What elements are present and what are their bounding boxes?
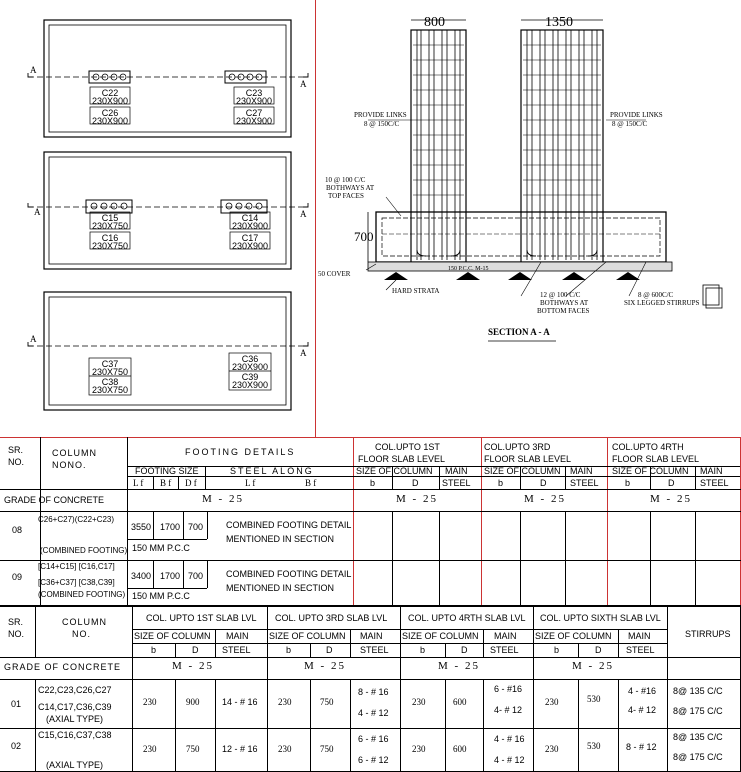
t1-row1-lf: 3550 [131, 522, 152, 532]
t2-row2-d4: 530 [587, 741, 601, 751]
links-left-label: PROVIDE LINKS [354, 111, 407, 119]
t2-steel-2: STEEL [360, 645, 389, 655]
hard-strata-label: HARD STRATA [392, 287, 440, 295]
t2-size-4: SIZE OF COLUMN [535, 631, 612, 641]
t1-steel-along: STEEL ALONG [230, 466, 314, 476]
t2-row2-sr: 02 [11, 741, 22, 751]
t2-row2-b4: 230 [545, 744, 559, 754]
t2-b-1: b [151, 645, 157, 655]
dim-left-column: 800 [424, 15, 445, 30]
t2-size-3: SIZE OF COLUMN [402, 631, 479, 641]
stirrups-type: SIX LEGGED STIRRUPS [624, 299, 700, 307]
t2-row1-steel4a: 4 - #16 [628, 686, 657, 696]
pcc-label: 150 P.C.C. M-15 [448, 266, 489, 272]
t2-grade-2: M - 25 [304, 660, 346, 672]
plan2-left-size: 230X750 [91, 221, 129, 231]
t1-size-col1: SIZE OF COLUMN [356, 466, 433, 476]
plan1-right-size2: 230X900 [235, 116, 273, 126]
plan3-right-size: 230X900 [231, 362, 269, 372]
t1-row1-note1: COMBINED FOOTING DETAIL [226, 520, 352, 530]
t2-row2-d3: 600 [453, 744, 467, 754]
plan1-mark-left: A [30, 65, 37, 75]
t2-d-1: D [192, 645, 199, 655]
links-left-spacing: 8 @ 150C/C [364, 120, 400, 128]
plan1-left-size2: 230X900 [91, 116, 129, 126]
plan2-mark-left: A [34, 207, 41, 217]
t2-row2-d2: 750 [320, 744, 334, 754]
t2-h4: COL. UPTO SIXTH SLAB LVL [540, 613, 661, 623]
plan3-left-label2: C38 [101, 377, 119, 387]
t2-main-1: MAIN [226, 631, 249, 641]
t1-d-col2: D [540, 478, 547, 488]
t2-row1-d1: 900 [186, 697, 200, 707]
t2-row1-steel3a: 6 - #16 [494, 684, 523, 694]
plan2-left-size2: 230X750 [91, 241, 129, 251]
t1-steel-col2: STEEL [570, 478, 599, 488]
t1-no-label: NO. [8, 457, 25, 467]
links-right-label: PROVIDE LINKS [610, 111, 663, 119]
dim-depth: 700 [354, 229, 374, 244]
t1-row1-sr: 08 [12, 525, 23, 535]
t2-row1-type: (AXIAL TYPE) [46, 714, 104, 724]
t1-col3-header-b: FLOOR SLAB LEVEL [612, 454, 700, 464]
t1-footing-details: FOOTING DETAILS [185, 447, 296, 457]
t2-row2-b2: 230 [278, 744, 292, 754]
t2-grade-label: GRADE OF CONCRETE [4, 662, 122, 672]
t1-row2-pcc: 150 MM P.C.C [132, 591, 190, 601]
t2-main-3: MAIN [494, 631, 517, 641]
t2-grade-3: M - 25 [438, 660, 480, 672]
t1-row2-bf: 1700 [160, 571, 181, 581]
t1-row2-df: 700 [188, 571, 204, 581]
t2-steel-1: STEEL [222, 645, 251, 655]
t1-row1-bf: 1700 [160, 522, 181, 532]
plan3-left-label: C37 [101, 359, 119, 369]
t1-d-col1: D [412, 478, 419, 488]
plan3-left-size: 230X750 [91, 367, 129, 377]
bottom-bars-faces: BOTTOM FACES [537, 307, 590, 315]
t2-row1-b3: 230 [412, 697, 426, 707]
t1-df: D f [185, 478, 197, 488]
t2-row2-stirrup1: 8@ 135 C/C [673, 732, 723, 742]
t1-nono-label: NONO. [52, 460, 87, 470]
t2-row1-cols-b: C14,C17,C36,C39 [38, 702, 112, 712]
stirrups-spacing: 8 @ 600C/C [638, 291, 674, 299]
plan1-left-label2: C26 [101, 108, 119, 118]
t2-row2-steel4: 8 - # 12 [626, 742, 657, 752]
t1-d-col3: D [668, 478, 675, 488]
plan2-right-label2: C17 [241, 233, 259, 243]
t2-row2-steel3b: 4 - # 12 [494, 755, 525, 765]
t1-row2-columns-a: [C14+C15] [C16,C17] [38, 562, 115, 571]
t1-lf: L f [133, 478, 144, 488]
plan3-left-size2: 230X750 [91, 385, 129, 395]
plan1-left-size: 230X900 [91, 96, 129, 106]
t1-grade-col3: M - 25 [650, 493, 692, 505]
t1-main-col1: MAIN [445, 466, 468, 476]
links-right-spacing: 8 @ 150C/C [612, 120, 648, 128]
t2-b-2: b [286, 645, 292, 655]
top-bars-spacing: 10 @ 100 C/C [325, 176, 366, 184]
plan3-right-size2: 230X900 [231, 380, 269, 390]
t1-footing-size: FOOTING SIZE [135, 466, 199, 476]
t2-row2-steel2a: 6 - # 16 [358, 734, 389, 744]
t1-grade-col1: M - 25 [396, 493, 438, 505]
t1-row1-type: (COMBINED FOOTING) [40, 546, 128, 555]
t1-col3-header: COL.UPTO 4RTH [612, 442, 684, 452]
t2-b-3: b [420, 645, 426, 655]
bottom-bars-spacing: 12 @ 100 C/C [540, 291, 581, 299]
t2-row1-steel3b: 4- # 12 [494, 705, 523, 715]
t1-main-col3: MAIN [700, 466, 723, 476]
t2-row2-steel1: 12 - # 16 [222, 744, 258, 754]
t1-col2-header: COL.UPTO 3RD [484, 442, 551, 452]
t2-no-label: NO. [8, 629, 25, 639]
plan1-right-label2: C27 [245, 108, 263, 118]
t2-row1-steel4b: 4- # 12 [628, 705, 657, 715]
t1-b-col1: b [370, 478, 376, 488]
t2-main-4: MAIN [628, 631, 651, 641]
t2-h1: COL. UPTO 1ST SLAB LVL [146, 613, 257, 623]
t1-bf-steel: B f [305, 478, 317, 488]
t1-lf-steel: L f [245, 478, 256, 488]
t2-row1-stirrup2: 8@ 175 C/C [673, 706, 723, 716]
footing-plan-2 [28, 152, 308, 269]
t1-col2-header-b: FLOOR SLAB LEVEL [484, 454, 572, 464]
t2-row1-b4: 230 [545, 697, 559, 707]
plan1-mark-right: A [300, 79, 307, 89]
t1-col1-header: COL.UPTO 1ST [375, 442, 440, 452]
t2-steel-3: STEEL [490, 645, 519, 655]
t2-main-2: MAIN [360, 631, 383, 641]
t1-grade-col2: M - 25 [524, 493, 566, 505]
t1-row1-df: 700 [188, 522, 204, 532]
t2-row1-d3: 600 [453, 697, 467, 707]
t2-row1-b2: 230 [278, 697, 292, 707]
bottom-bars-bothways: BOTHWAYS AT [540, 299, 589, 307]
section-title: SECTION A - A [488, 327, 550, 337]
t2-row1-d4: 530 [587, 694, 601, 704]
t1-sr-label: SR. [8, 445, 24, 455]
t2-row2-type: (AXIAL TYPE) [46, 760, 104, 770]
t2-d-2: D [326, 645, 333, 655]
t1-row2-lf: 3400 [131, 571, 152, 581]
t1-col1-header-b: FLOOR SLAB LEVEL [358, 454, 446, 464]
t1-row2-note1: COMBINED FOOTING DETAIL [226, 569, 352, 579]
t2-h2: COL. UPTO 3RD SLAB LVL [275, 613, 388, 623]
plan2-right-size2: 230X900 [231, 241, 269, 251]
plan2-mark-right: A [300, 209, 307, 219]
t2-b-4: b [554, 645, 560, 655]
t1-size-col2: SIZE OF COLUMN [484, 466, 561, 476]
t1-b-col2: b [498, 478, 504, 488]
t1-row1-note2: MENTIONED IN SECTION [226, 534, 335, 544]
t2-row2-steel3a: 4 - # 16 [494, 734, 525, 744]
t1-row2-type: (COMBINED FOOTING) [38, 590, 126, 599]
t2-sr-label: SR. [8, 617, 24, 627]
t2-row1-b1: 230 [143, 697, 157, 707]
t2-grade-1: M - 25 [172, 660, 214, 672]
t2-h3: COL. UPTO 4RTH SLAB LVL [408, 613, 526, 623]
t1-grade-label: GRADE OF CONCRETE [4, 495, 105, 505]
t2-row1-steel2b: 4 - # 12 [358, 708, 389, 718]
plan2-left-label2: C16 [101, 233, 119, 243]
t2-colno-label: NO. [72, 629, 92, 639]
t1-row1-columns: C26+C27)(C22+C23) [38, 515, 115, 524]
plan1-right-label: C23 [245, 88, 263, 98]
t1-column-label: COLUMN [52, 448, 98, 458]
t2-row1-cols-a: C22,C23,C26,C27 [38, 685, 112, 695]
t2-grade-4: M - 25 [572, 660, 614, 672]
plan3-mark-right: A [300, 348, 307, 358]
t1-size-col3: SIZE OF COLUMN [612, 466, 689, 476]
plan3-right-label2: C39 [241, 372, 259, 382]
t2-row1-steel2a: 8 - # 16 [358, 687, 389, 697]
t1-row2-note2: MENTIONED IN SECTION [226, 583, 335, 593]
t1-grade-footing: M - 25 [202, 493, 244, 505]
t1-b-col3: b [625, 478, 631, 488]
plan2-right-label: C14 [241, 213, 259, 223]
plan3-right-label: C36 [241, 354, 259, 364]
dim-right-column: 1350 [545, 15, 573, 30]
plan2-left-label: C15 [101, 213, 119, 223]
t2-row2-b1: 230 [143, 744, 157, 754]
section-drawing [316, 0, 741, 437]
t1-steel-col3: STEEL [700, 478, 729, 488]
t2-row2-cols-a: C15,C16,C37,C38 [38, 730, 112, 740]
top-bars-faces: TOP FACES [328, 192, 364, 200]
t2-row1-d2: 750 [320, 697, 334, 707]
footing-plan-3 [28, 292, 308, 410]
t2-steel-4: STEEL [626, 645, 655, 655]
plan1-left-label: C22 [101, 88, 119, 98]
plan2-right-size: 230X900 [231, 221, 269, 231]
t2-row2-stirrup2: 8@ 175 C/C [673, 752, 723, 762]
t2-column-label: COLUMN [62, 617, 108, 627]
t2-row1-sr: 01 [11, 699, 22, 709]
t2-d-4: D [595, 645, 602, 655]
t2-stirrups: STIRRUPS [685, 629, 731, 639]
t1-row1-pcc: 150 MM P.C.C [132, 543, 190, 553]
t1-main-col2: MAIN [570, 466, 593, 476]
t2-row2-d1: 750 [186, 744, 200, 754]
t2-size-1: SIZE OF COLUMN [134, 631, 211, 641]
t1-row2-sr: 09 [12, 572, 23, 582]
plan1-right-size: 230X900 [235, 96, 273, 106]
t2-size-2: SIZE OF COLUMN [269, 631, 346, 641]
t1-steel-col1: STEEL [442, 478, 471, 488]
t2-row2-b3: 230 [412, 744, 426, 754]
t1-row2-columns-b: [C36+C37] [C38,C39] [38, 578, 115, 587]
t2-d-3: D [461, 645, 468, 655]
top-bars-bothways: BOTHWAYS AT [326, 184, 375, 192]
plan3-mark-left: A [30, 334, 37, 344]
cover-label: 50 COVER [318, 270, 351, 278]
t2-row1-stirrup1: 8@ 135 C/C [673, 686, 723, 696]
t2-row1-steel1: 14 - # 16 [222, 697, 258, 707]
t1-bf: B f [160, 478, 172, 488]
t2-row2-steel2b: 6 - # 12 [358, 755, 389, 765]
